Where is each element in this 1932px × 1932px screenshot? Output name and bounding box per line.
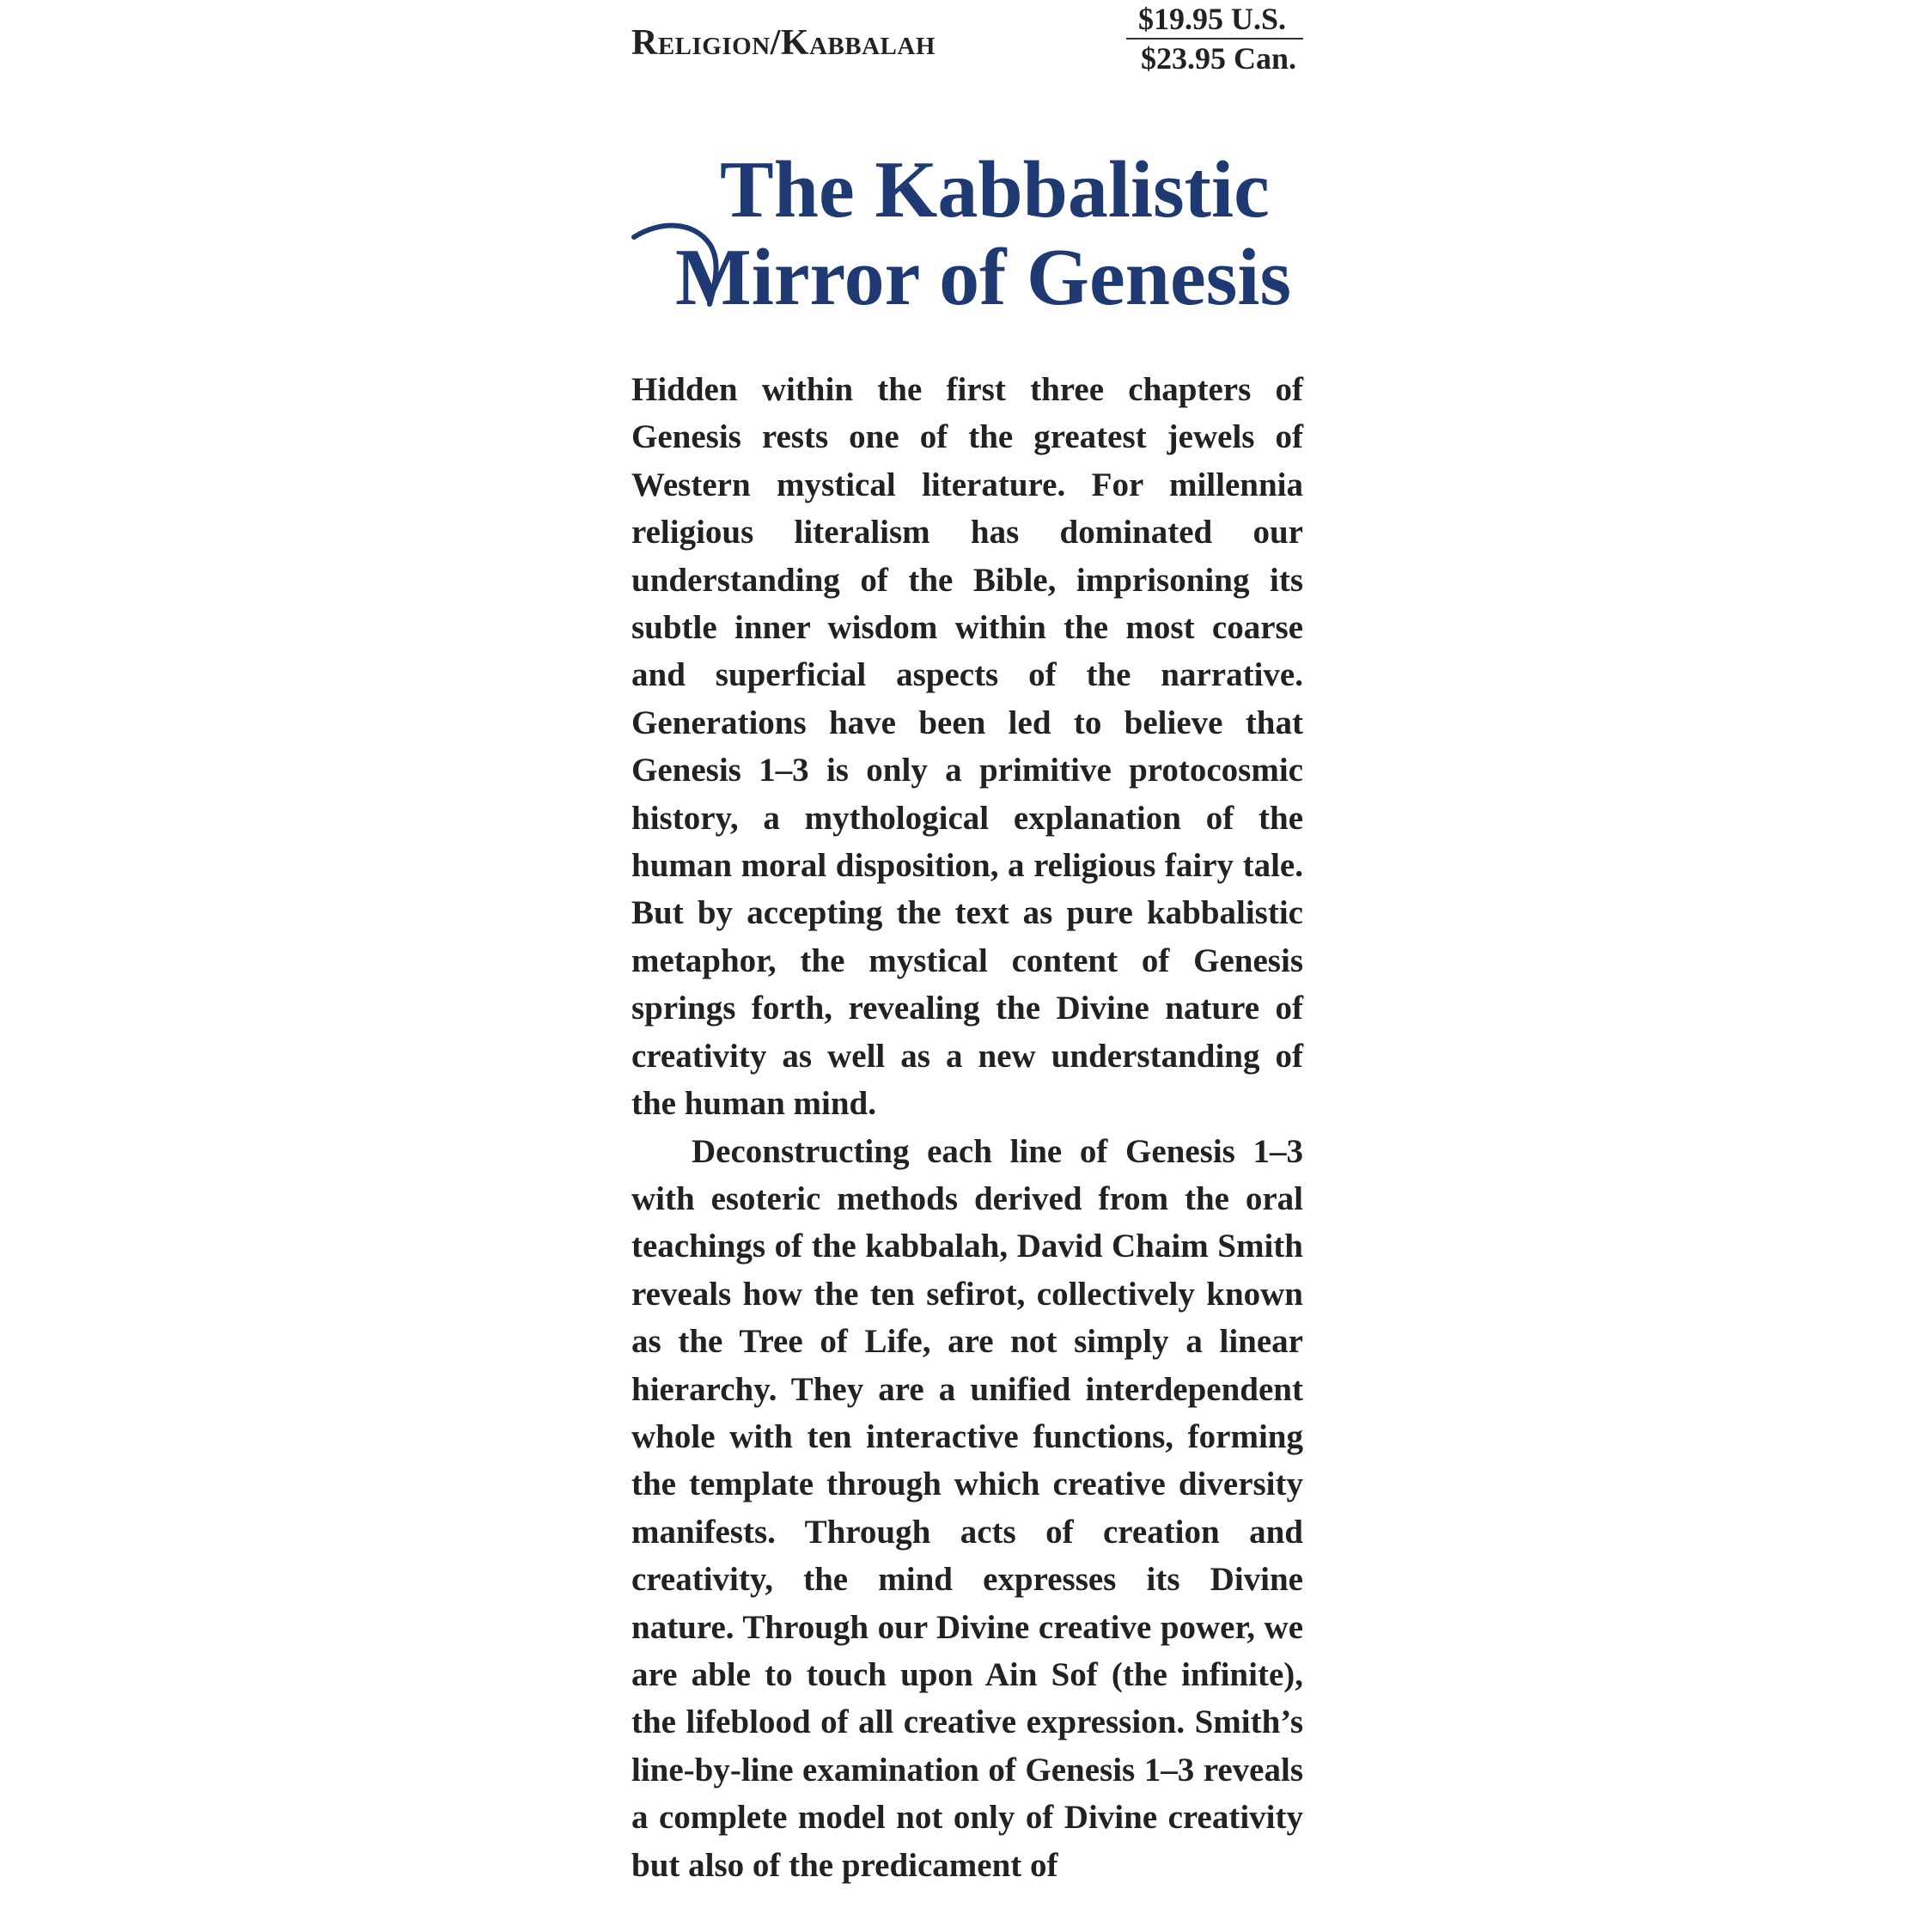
category-label: Religion/Kabbalah bbox=[631, 23, 936, 63]
description-paragraph-2: Deconstructing each line of Genesis 1–3 with esoteric methods derived from the oral teachings of the kabbalah, David Chaim Smith reveals how the ten sefirot, collectively known as the Tree of Life, are not simply a linear hierarchy. They are a unified interdependent whole with ten interactive functions, forming the template through which creative diversity manifests. Through acts of creation and creativity, the mind expresses its Divine nature. Through our Divine creative power, we are able to touch upon Ain Sof (the infinite), the lifeblood of all creative expression. Smith’s line-by-line examination of Genesis 1–3 reveals a complete model not only of Divine creativity but also of the predicament of bbox=[631, 1132, 1303, 1884]
description-text bbox=[631, 366, 1303, 1889]
price-can: $23.95 Can. bbox=[1140, 41, 1296, 76]
book-title bbox=[627, 146, 1314, 321]
price-block bbox=[1126, 0, 1303, 77]
book-title-line-1: The Kabbalistic bbox=[720, 145, 1270, 235]
price-us: $19.95 U.S. bbox=[1126, 0, 1303, 40]
book-title-line-2: Mirror of Genesis bbox=[675, 233, 1292, 322]
description-paragraph-1: Hidden within the first three chapters of Genesis rests one of the greatest jewels of Western mystical literature. For millennia religious literalism has dominated our understanding of the Bible, imprisoning its subtle inner wisdom within the most coarse and superficial aspects of the narrative. Generations have been led to believe that Genesis 1–3 is only a primitive protocosmic history, a mythological explanation of the human moral disposition, a religious fairy tale. But by accepting the text as pure kabbalistic metaphor, the mystical content of Genesis springs forth, revealing the Divine nature of creativity as well as a new understanding of the human mind. bbox=[631, 371, 1303, 1123]
